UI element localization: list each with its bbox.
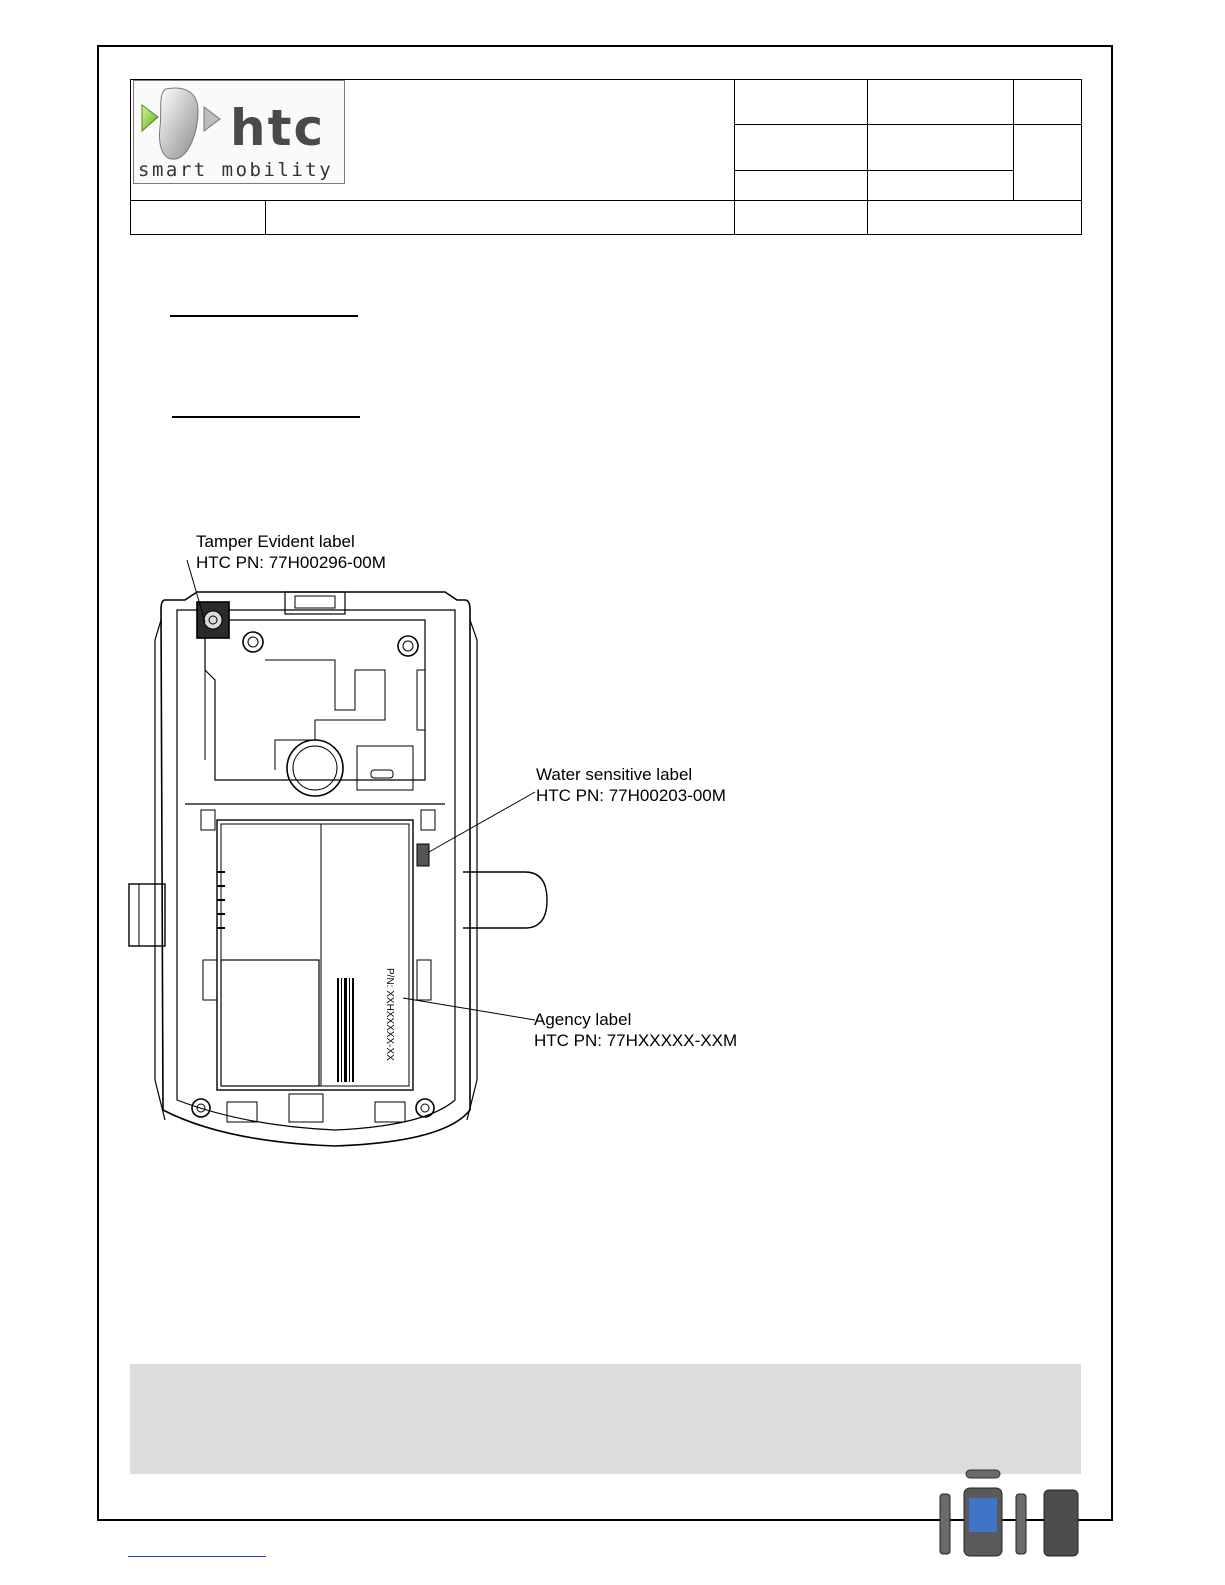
htc-logo xyxy=(133,80,345,184)
agency-label-pn-text: P/N: XXHXXXXX-XX xyxy=(384,968,395,1061)
footer-link-underline[interactable] xyxy=(128,1556,266,1557)
leader-line-agency xyxy=(403,998,535,1020)
section-heading-underline xyxy=(172,416,360,418)
agency-callout xyxy=(534,1009,737,1051)
left-side-button xyxy=(129,884,165,946)
stylus-tab xyxy=(463,872,547,928)
battery xyxy=(221,824,409,1086)
callout-title: Agency label xyxy=(534,1010,632,1029)
logo-wordmark: htc xyxy=(230,99,326,157)
header-cell xyxy=(1014,125,1082,200)
agency-barcode xyxy=(337,978,354,1082)
logo-tagline: smart mobility xyxy=(138,159,334,181)
header-cell xyxy=(868,125,1014,170)
header-cell xyxy=(735,170,868,200)
callout-title: Tamper Evident label xyxy=(196,532,355,551)
header-cell xyxy=(735,200,868,234)
callout-pn: HTC PN: 77HXXXXX-XXM xyxy=(534,1031,738,1050)
htc-arrow-logo-icon xyxy=(136,83,226,163)
tamper-evident-callout xyxy=(196,531,386,573)
callout-pn: HTC PN: 77H00296-00M xyxy=(196,553,386,572)
screw xyxy=(398,636,418,656)
leader-line-water xyxy=(429,792,535,852)
battery-compartment xyxy=(217,820,413,1090)
sim-tray xyxy=(221,960,319,1086)
header-cell xyxy=(868,80,1014,125)
device-thumbnails-icon xyxy=(930,1468,1110,1558)
header-cell xyxy=(131,200,266,234)
document-header-table xyxy=(130,79,1082,235)
section-heading-underline xyxy=(170,315,358,317)
footer-bar xyxy=(130,1364,1081,1474)
camera-lens xyxy=(287,740,343,796)
header-cell xyxy=(868,170,1014,200)
header-cell xyxy=(266,200,735,234)
logo-cell xyxy=(131,80,735,201)
housing-outline xyxy=(161,592,470,1146)
water-sensitive-callout xyxy=(536,764,726,806)
upper-board xyxy=(205,620,425,780)
callout-title: Water sensitive label xyxy=(536,765,693,784)
screw xyxy=(243,632,263,652)
header-cell xyxy=(868,200,1082,234)
device-rear-view-diagram xyxy=(125,520,565,1160)
callout-pn: HTC PN: 77H00203-00M xyxy=(536,786,726,805)
water-sensitive-label-mark xyxy=(417,844,429,866)
header-cell xyxy=(735,80,868,125)
header-cell xyxy=(1014,80,1082,125)
header-cell xyxy=(735,125,868,170)
